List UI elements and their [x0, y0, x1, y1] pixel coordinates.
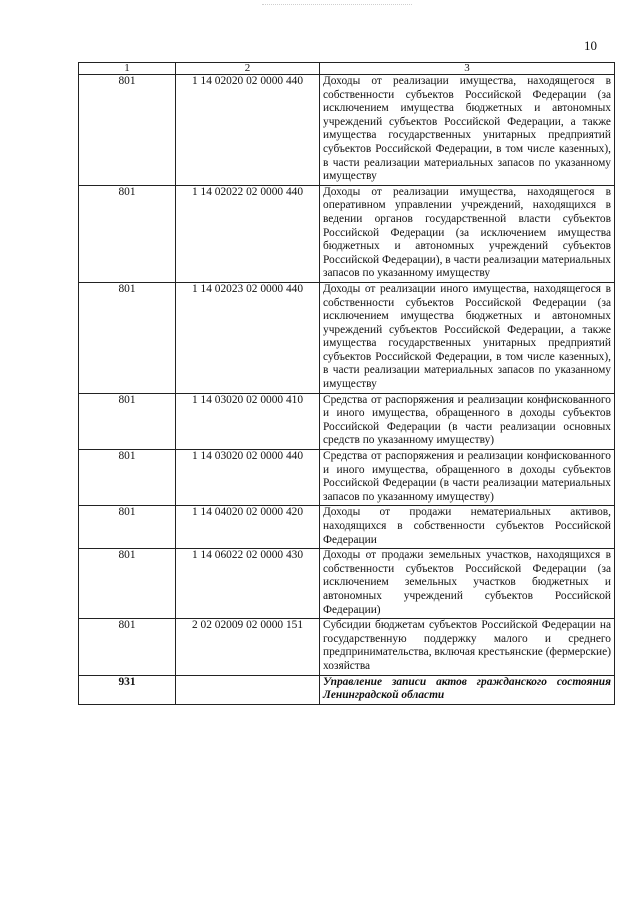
revenue-code: 2 02 02009 02 0000 151 [176, 619, 320, 675]
table-row [79, 450, 615, 506]
column-header: 3 [320, 63, 615, 75]
scan-artifact [262, 4, 412, 7]
revenue-code: 1 14 04020 02 0000 420 [176, 506, 320, 549]
revenue-description: Средства от распоряжения и реализации конфискованного и иного имущества, обращенного в доходы субъектов Российской Федерации (в части реализации основных средств по указанному имуществу) [320, 393, 615, 449]
table-row [79, 619, 615, 675]
revenue-code: 1 14 06022 02 0000 430 [176, 549, 320, 619]
table-row [79, 75, 615, 186]
revenue-code [176, 675, 320, 704]
table-row [79, 506, 615, 549]
section-header-row [79, 675, 615, 704]
administrator-code: 801 [79, 75, 176, 186]
table-row [79, 549, 615, 619]
revenue-code: 1 14 02022 02 0000 440 [176, 185, 320, 282]
administrator-code: 801 [79, 185, 176, 282]
revenue-description: Доходы от продажи нематериальных активов, находящихся в собственности субъектов Российской Федерации [320, 506, 615, 549]
administrator-code: 801 [79, 549, 176, 619]
administrator-code: 801 [79, 450, 176, 506]
page-number: 10 [584, 38, 597, 53]
revenue-description: Средства от распоряжения и реализации конфискованного и иного имущества, обращенного в доходы субъектов Российской Федерации (в части реализации материальных запасов по указанному имуществу) [320, 450, 615, 506]
administrator-name: Управление записи актов гражданского состояния Ленинградской области [320, 675, 615, 704]
table-header-row [79, 63, 615, 75]
administrator-code: 801 [79, 619, 176, 675]
revenue-codes-table [78, 62, 615, 705]
administrator-code: 801 [79, 506, 176, 549]
table-row [79, 282, 615, 393]
column-header: 1 [79, 63, 176, 75]
revenue-code: 1 14 03020 02 0000 440 [176, 450, 320, 506]
revenue-code: 1 14 02020 02 0000 440 [176, 75, 320, 186]
administrator-code: 931 [79, 675, 176, 704]
revenue-code: 1 14 03020 02 0000 410 [176, 393, 320, 449]
column-header: 2 [176, 63, 320, 75]
table-row [79, 393, 615, 449]
table-row [79, 185, 615, 282]
revenue-description: Субсидии бюджетам субъектов Российской Федерации на государственную поддержку малого и среднего предпринимательства, включая крестьянские (фермерские) хозяйства [320, 619, 615, 675]
revenue-description: Доходы от реализации имущества, находящегося в оперативном управлении учреждений, находящихся в ведении органов государственной власти субъектов Российской Федерации (за исключением имущества бюджетных и автономных учреждений субъектов Российской Федерации), в части реализации материальных запасов по указанному имуществу [320, 185, 615, 282]
revenue-description: Доходы от реализации имущества, находящегося в собственности субъектов Российской Федерации (за исключением имущества бюджетных и автономных учреждений субъектов Российской Федерации, а также имущества государственных унитарных предприятий субъектов Российской Федерации, в том числе казенных), в части реализации материальных запасов по указанному имуществу [320, 75, 615, 186]
revenue-description: Доходы от реализации иного имущества, находящегося в собственности субъектов Российской Федерации (за исключением имущества бюджетных и автономных учреждений субъектов Российской Федерации, а также имущества государственных унитарных предприятий субъектов Российской Федерации, в том числе казенных), в части реализации материальных запасов по указанному имуществу [320, 282, 615, 393]
revenue-description: Доходы от продажи земельных участков, находящихся в собственности субъектов Российской Федерации (за исключением земельных участков бюджетных и автономных учреждений субъектов Российской Федерации) [320, 549, 615, 619]
administrator-code: 801 [79, 282, 176, 393]
administrator-code: 801 [79, 393, 176, 449]
revenue-code: 1 14 02023 02 0000 440 [176, 282, 320, 393]
